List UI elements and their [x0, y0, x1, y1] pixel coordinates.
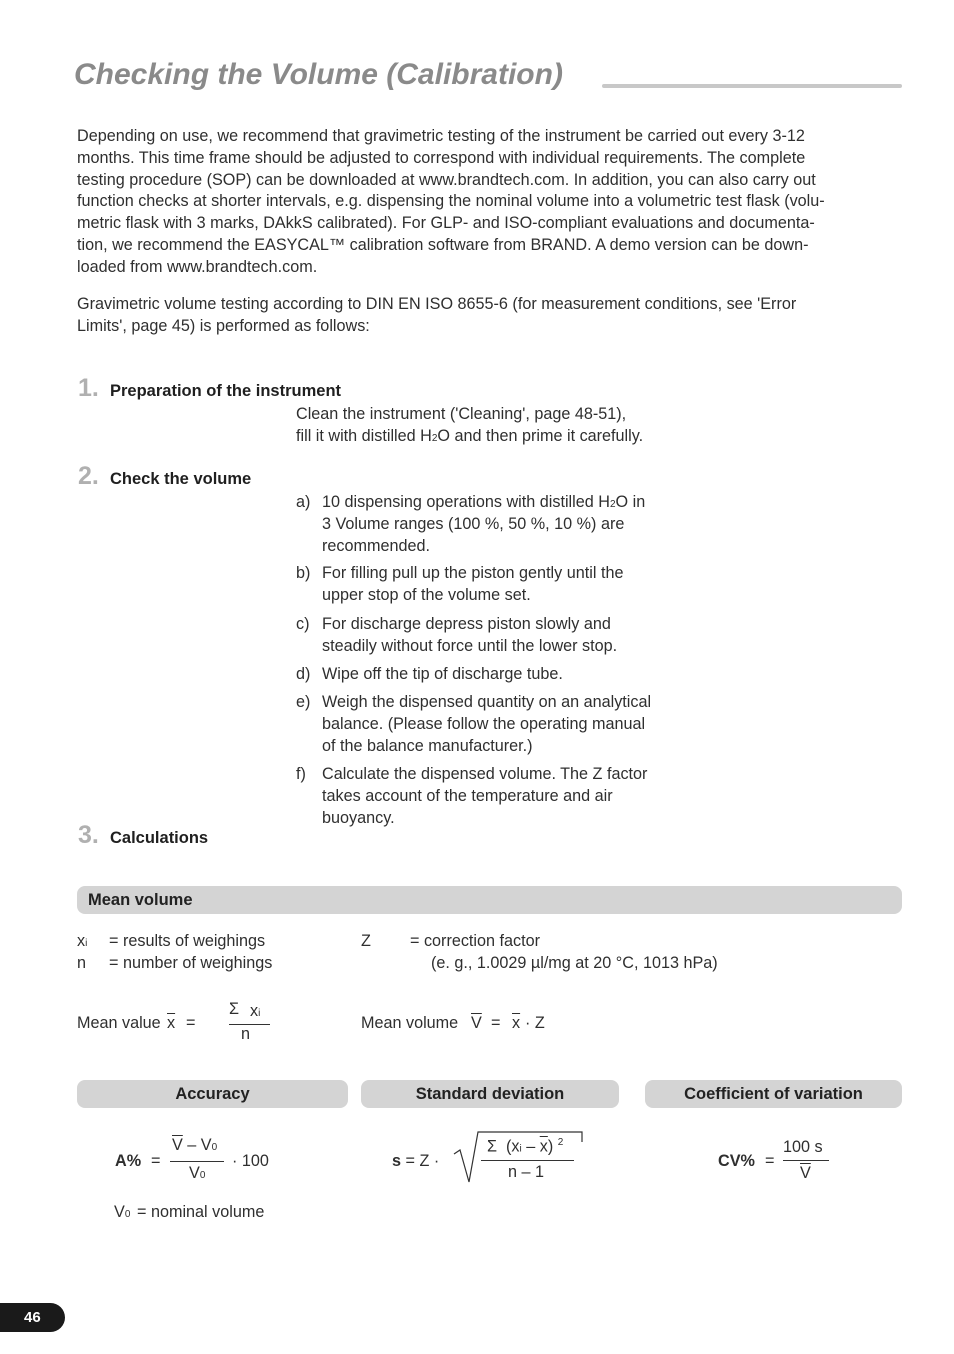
item-letter: a) — [296, 493, 311, 511]
intro-line: testing procedure (SOP) can be downloaded at www.brandtech.com. In addition, you can also carry out — [77, 170, 816, 189]
step-number: 2. — [78, 462, 99, 490]
item-letter: b) — [296, 564, 311, 582]
intro-line: tion, we recommend the EASYCAL™ calibration software from BRAND. A demo version can be down- — [77, 235, 809, 254]
z-example: (e. g., 1.0029 µl/mg at 20 °C, 1013 hPa) — [431, 954, 718, 972]
intro-paragraph — [77, 126, 907, 279]
intro-line: Depending on use, we recommend that gravimetric testing of the instrument be carried out every 3-12 — [77, 127, 805, 145]
cv-numerator: 100 s — [783, 1138, 823, 1156]
std-dev-numerator: Σ $(xi - \overline{x})$ $^2$ — [487, 1137, 564, 1156]
item-letter: e) — [296, 693, 311, 711]
v-bar-symbol: $\overline{V}$ — [471, 1014, 482, 1032]
times-z: · Z — [525, 1014, 545, 1032]
cv-heading: Coefficient of variation — [684, 1085, 863, 1103]
fraction-bar — [481, 1160, 574, 1161]
item-letter: c) — [296, 615, 310, 633]
n-definition: = number of weighings — [109, 954, 273, 972]
item-letter: d) — [296, 665, 311, 683]
v0-symbol: V0 — [114, 1203, 131, 1221]
v0-definition: = nominal volume — [137, 1203, 265, 1221]
step-text: Clean the instrument ('Cleaning', page 48-51), — [296, 405, 627, 423]
accuracy-label: A% — [115, 1152, 142, 1170]
x-bar-symbol: $\overline{x}$ — [512, 1014, 521, 1032]
item-text: Calculate the dispensed volume. The Z factor — [322, 765, 648, 783]
n-symbol: n — [77, 954, 87, 972]
item-text: takes account of the temperature and air — [322, 786, 613, 805]
title-rule — [602, 84, 902, 88]
item-text: of the balance manufacturer.) — [322, 736, 533, 755]
equals-sign: = — [186, 1014, 196, 1032]
xi-symbol: xi — [77, 932, 88, 950]
equals-sign: = — [765, 1152, 775, 1170]
page-number: 46 — [24, 1309, 41, 1326]
item-text: For discharge depress piston slowly and — [322, 615, 611, 633]
item-text: 3 Volume ranges (100 %, 50 %, 10 %) are — [322, 514, 625, 533]
method-line: Gravimetric volume testing according to DIN EN ISO 8655-6 (for measurement conditions, see 'Error — [77, 295, 797, 313]
std-dev-heading-bar — [361, 1080, 619, 1108]
equals-sign: = — [491, 1014, 501, 1032]
item-text: steadily without force until the lower stop. — [322, 636, 618, 655]
x-bar-symbol: $\overline{x}$ — [167, 1014, 176, 1032]
page-title: Checking the Volume (Calibration) — [74, 58, 563, 91]
equals-sign: = — [151, 1152, 161, 1170]
fraction-denominator: n — [241, 1025, 251, 1043]
intro-line: metric flask with 3 marks, DAkkS calibrated). For GLP- and ISO-compliant evaluations and documenta- — [77, 214, 815, 233]
sigma-symbol: Σ — [229, 1000, 240, 1018]
mean-volume-label: Mean volume — [361, 1014, 459, 1032]
step-title: Check the volume — [110, 470, 252, 488]
mean-volume-heading-bar — [77, 886, 902, 914]
cv-denominator: $\overline{V}$ — [800, 1164, 811, 1182]
item-text: upper stop of the volume set. — [322, 585, 531, 604]
mean-value-label: Mean value — [77, 1014, 161, 1032]
std-dev-denominator: n – 1 — [508, 1163, 545, 1181]
mean-volume-heading: Mean volume — [88, 891, 193, 909]
cv-label: CV% — [718, 1152, 755, 1170]
accuracy-heading: Accuracy — [175, 1085, 250, 1103]
xi-definition: = results of weighings — [109, 932, 266, 950]
page-number-tab — [0, 1303, 65, 1332]
accuracy-denominator: V0 — [189, 1164, 206, 1182]
fraction-numerator: xi — [250, 1002, 261, 1020]
intro-line: function checks at shorter intervals, e.g. dispensing the nominal volume into a volumetric test flask (volu- — [77, 192, 825, 211]
method-paragraph — [77, 294, 907, 338]
item-text: recommended. — [322, 536, 430, 555]
times-100: · 100 — [232, 1152, 269, 1170]
step-text: fill it with distilled H2O and then prime it carefully. — [296, 427, 644, 445]
method-line: Limits', page 45) is performed as follows: — [77, 316, 370, 335]
step-number: 3. — [78, 821, 99, 849]
fraction-bar — [783, 1160, 829, 1161]
item-text: Wipe off the tip of discharge tube. — [322, 665, 563, 683]
accuracy-heading-bar — [77, 1080, 348, 1108]
item-text: 10 dispensing operations with distilled H2O in — [322, 493, 646, 511]
z-symbol: Z — [361, 932, 371, 950]
intro-line: loaded from www.brandtech.com. — [77, 257, 318, 276]
std-dev-formula-lead: s = Z · — [392, 1152, 440, 1170]
item-letter: f) — [296, 765, 306, 783]
step-number: 1. — [78, 374, 99, 402]
item-text: Weigh the dispensed quantity on an analytical — [322, 693, 652, 711]
item-text: For filling pull up the piston gently until the — [322, 564, 624, 582]
cv-heading-bar — [645, 1080, 902, 1108]
intro-line: months. This time frame should be adjusted to correspond with individual requirements. The complete — [77, 148, 806, 167]
std-dev-heading: Standard deviation — [415, 1085, 565, 1103]
item-text: buoyancy. — [322, 808, 395, 827]
step-title: Calculations — [110, 829, 209, 847]
accuracy-numerator: $\overline{V} - V0$ — [172, 1136, 218, 1154]
fraction-bar — [170, 1161, 224, 1162]
z-definition: = correction factor — [410, 932, 541, 950]
step-title: Preparation of the instrument — [110, 382, 342, 400]
item-text: balance. (Please follow the operating manual — [322, 714, 646, 733]
